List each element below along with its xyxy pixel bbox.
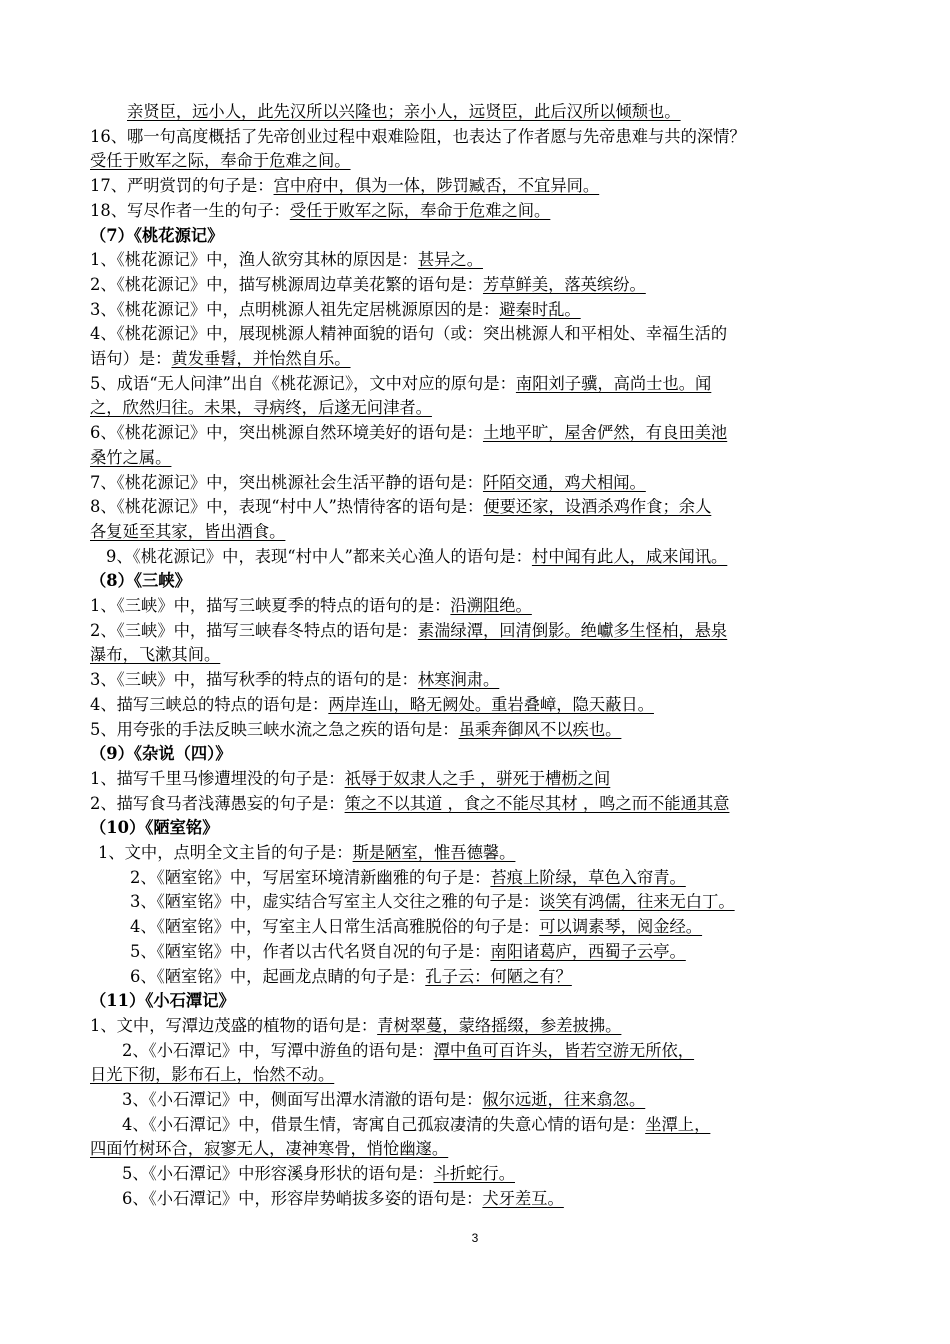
question-line: 4、《小石潭记》中，借景生情，寄寓自己孤寂凄清的失意心情的语句是：坐潭上，: [122, 1114, 711, 1134]
question-line: 16、哪一句高度概括了先帝创业过程中艰难险阻，也表达了作者愿与先帝患难与共的深情？: [90, 126, 746, 146]
question-line: 1、《三峡》中，描写三峡夏季的特点的语句的是：沿溯阻绝。: [90, 596, 532, 615]
answer-text: 瀑布，飞漱其间。: [90, 645, 221, 665]
answer-text: 犬牙差互。: [482, 1188, 564, 1208]
question-line: 1、描写千里马惨遭埋没的句子是：祇辱于奴隶人之手 ，骈死于槽枥之间: [90, 768, 611, 788]
question-line: 6、《桃花源记》中，突出桃源自然环境美好的语句是：土地平旷，屋舍俨然，有良田美池: [90, 423, 728, 443]
question-line: 7、《桃花源记》中，突出桃源社会生活平静的语句是：阡陌交通，鸡犬相闻。: [90, 472, 646, 492]
answer-text: 潭中鱼可百许头，皆若空游无所依，: [433, 1040, 695, 1060]
text-line: 语句）是：黄发垂髫，并怡然自乐。: [90, 349, 351, 368]
text-line: [90, 1137, 880, 1162]
question-line: 3、《陋室铭》中，虚实结合写室主人交往之雅的句子是：谈笑有鸿儒，往来无白丁。: [130, 892, 735, 912]
answer-text: 南阳诸葛庐，西蜀子云亭。: [490, 941, 686, 961]
answer-text: 受任于败军之际，奉命于危难之间。: [289, 200, 551, 220]
question-line: 2、《三峡》中，描写三峡春冬特点的语句是：素湍绿潭，回清倒影。绝巘多生怪柏，悬泉: [90, 620, 728, 640]
answer-text: 四面竹树环合，寂寥无人，凄神寒骨，悄怆幽邃。: [90, 1139, 449, 1159]
text-line: [90, 149, 880, 174]
answer-text: 祇辱于奴隶人之手 ，骈死于槽枥之间: [344, 768, 611, 788]
answer-text: 虽乘奔御风不以疾也。: [458, 719, 622, 739]
question-line: 3、《小石潭记》中，侧面写出潭水清澈的语句是：俶尔远逝，往来翕忽。: [122, 1090, 646, 1109]
question-line: 2、《陋室铭》中，写居室环境清新幽雅的句子是：苔痕上阶绿，草色入帘青。: [130, 867, 686, 887]
question-line: 4、《陋室铭》中，写室主人日常生活高雅脱俗的句子是：可以调素琴，阅金经。: [130, 917, 703, 937]
answer-text: 孔子云：何陋之有？: [425, 966, 572, 986]
answer-text: 亲贤臣，远小人，此先汉所以兴隆也；亲小人，远贤臣，此后汉所以倾颓也。: [127, 102, 681, 121]
page-number: 3: [471, 1231, 479, 1245]
answer-text: 策之不以其道 ，食之不能尽其材 ，鸣之而不能通其意: [344, 793, 730, 813]
question-line: 2、《桃花源记》中，描写桃源周边草美花繁的语句是：芳草鲜美，落英缤纷。: [90, 274, 646, 294]
answer-text: 苔痕上阶绿，草色入帘青。: [490, 867, 686, 887]
answer-text: 素湍绿潭，回清倒影。绝巘多生怪柏，悬泉: [417, 620, 728, 640]
question-line: 1、文中，写潭边茂盛的植物的语句是：青树翠蔓，蒙络摇缀，参差披拂。: [90, 1015, 622, 1035]
text-line: [90, 396, 880, 421]
answer-text: 宫中府中，俱为一体，陟罚臧否，不宜异同。: [273, 176, 600, 196]
question-line: 4、描写三峡总的特点的语句是：两岸连山，略无阙处。重岩叠嶂，隐天蔽日。: [90, 694, 654, 714]
answer-text: 坐潭上，: [645, 1114, 711, 1134]
answer-text: 俶尔远逝，往来翕忽。: [482, 1090, 646, 1109]
text-line: [90, 520, 880, 545]
question-line: 9、《桃花源记》中，表现“村中人”都来关心渔人的语句是：村中闻有此人，咸来闻讯。: [106, 546, 728, 566]
answer-text: 避秦时乱。: [499, 299, 581, 319]
question-line: 2、描写食马者浅薄愚妄的句子是：策之不以其道 ，食之不能尽其材 ，鸣之而不能通其意: [90, 793, 730, 813]
question-line: 1、《桃花源记》中，渔人欲穷其林的原因是：甚异之。: [90, 250, 483, 270]
answer-text: 斯是陋室，惟吾德馨。: [352, 843, 516, 862]
answer-text: 黄发垂髫，并怡然自乐。: [171, 349, 351, 368]
section-heading: （10）《陋室铭》: [90, 818, 219, 838]
question-line: 5、《小石潭记》中形容溪身形状的语句是：斗折蛇行。: [122, 1164, 515, 1184]
question-line: 3、《桃花源记》中，点明桃源人祖先定居桃源原因的是：避秦时乱。: [90, 299, 581, 319]
answer-text: 之，欣然归往。未果，寻病终，后遂无问津者。: [90, 398, 432, 418]
question-line: 5、《陋室铭》中，作者以古代名贤自况的句子是：南阳诸葛庐，西蜀子云亭。: [130, 941, 686, 961]
section-heading: （7）《桃花源记》: [90, 225, 224, 245]
answer-text: 阡陌交通，鸡犬相闻。: [482, 472, 646, 492]
section-heading: （11）《小石潭记》: [90, 991, 235, 1011]
answer-text: 桑竹之属。: [90, 447, 172, 467]
question-line: 1、文中，点明全文主旨的句子是：斯是陋室，惟吾德馨。: [98, 843, 516, 862]
text-line: [90, 643, 880, 668]
answer-text: 两岸连山，略无阙处。重岩叠嶂，隐天蔽日。: [328, 694, 654, 714]
text-line: [90, 1063, 880, 1088]
section-heading: （8）《三峡》: [90, 571, 191, 591]
question-line: 6、《陋室铭》中，起画龙点睛的句子是：孔子云：何陋之有？: [130, 966, 572, 986]
question-line: 3、《三峡》中，描写秋季的特点的语句的是：林寒涧肃。: [90, 670, 500, 690]
answer-text: 林寒涧肃。: [417, 670, 500, 690]
question-line: 2、《小石潭记》中，写潭中游鱼的语句是：潭中鱼可百许头，皆若空游无所依，: [122, 1040, 695, 1060]
question-line: 5、成语“无人问津”出自《桃花源记》，文中对应的原句是：南阳刘子骥，高尚士也。闻: [90, 373, 712, 393]
question-line: 5、用夸张的手法反映三峡水流之急之疾的语句是：虽乘奔御风不以疾也。: [90, 719, 622, 739]
answer-text: 土地平旷，屋舍俨然，有良田美池: [482, 423, 728, 443]
answer-text: 青树翠蔓，蒙络摇缀，参差披拂。: [377, 1015, 622, 1035]
answer-text: 南阳刘子骥，高尚士也。闻: [515, 373, 712, 393]
answer-text: 芳草鲜美，落英缤纷。: [482, 274, 646, 294]
question-line: 8、《桃花源记》中，表现“村中人”热情待客的语句是：便要还家，设酒杀鸡作食；余人: [90, 497, 712, 517]
answer-text: 各复延至其家，皆出酒食。: [90, 521, 286, 541]
text-line: [90, 446, 880, 471]
answer-text: 沿溯阻绝。: [450, 596, 532, 615]
answer-text: 便要还家，设酒杀鸡作食；余人: [483, 497, 712, 517]
question-line: 4、《桃花源记》中，展现桃源人精神面貌的语句（或：突出桃源人和平相处、幸福生活的: [90, 324, 728, 344]
answer-text: 甚异之。: [417, 250, 483, 270]
question-line: 18、写尽作者一生的句子：受任于败军之际，奉命于危难之间。: [90, 200, 551, 220]
question-line: 17、严明赏罚的句子是：宫中府中，俱为一体，陟罚臧否，不宜异同。: [90, 176, 600, 196]
answer-text: 可以调素琴，阅金经。: [539, 917, 703, 937]
answer-text: 日光下彻，影布石上，怡然不动。: [90, 1065, 335, 1085]
section-heading: （9）《杂说（四）》: [90, 744, 232, 764]
question-line: 6、《小石潭记》中，形容岸势峭拔多姿的语句是：犬牙差互。: [122, 1188, 564, 1208]
text-line: [127, 100, 917, 125]
answer-text: 受任于败军之际，奉命于危难之间。: [90, 151, 351, 171]
answer-text: 村中闻有此人，咸来闻讯。: [531, 546, 728, 566]
answer-text: 斗折蛇行。: [433, 1164, 515, 1184]
answer-text: 谈笑有鸿儒，往来无白丁。: [539, 892, 735, 912]
